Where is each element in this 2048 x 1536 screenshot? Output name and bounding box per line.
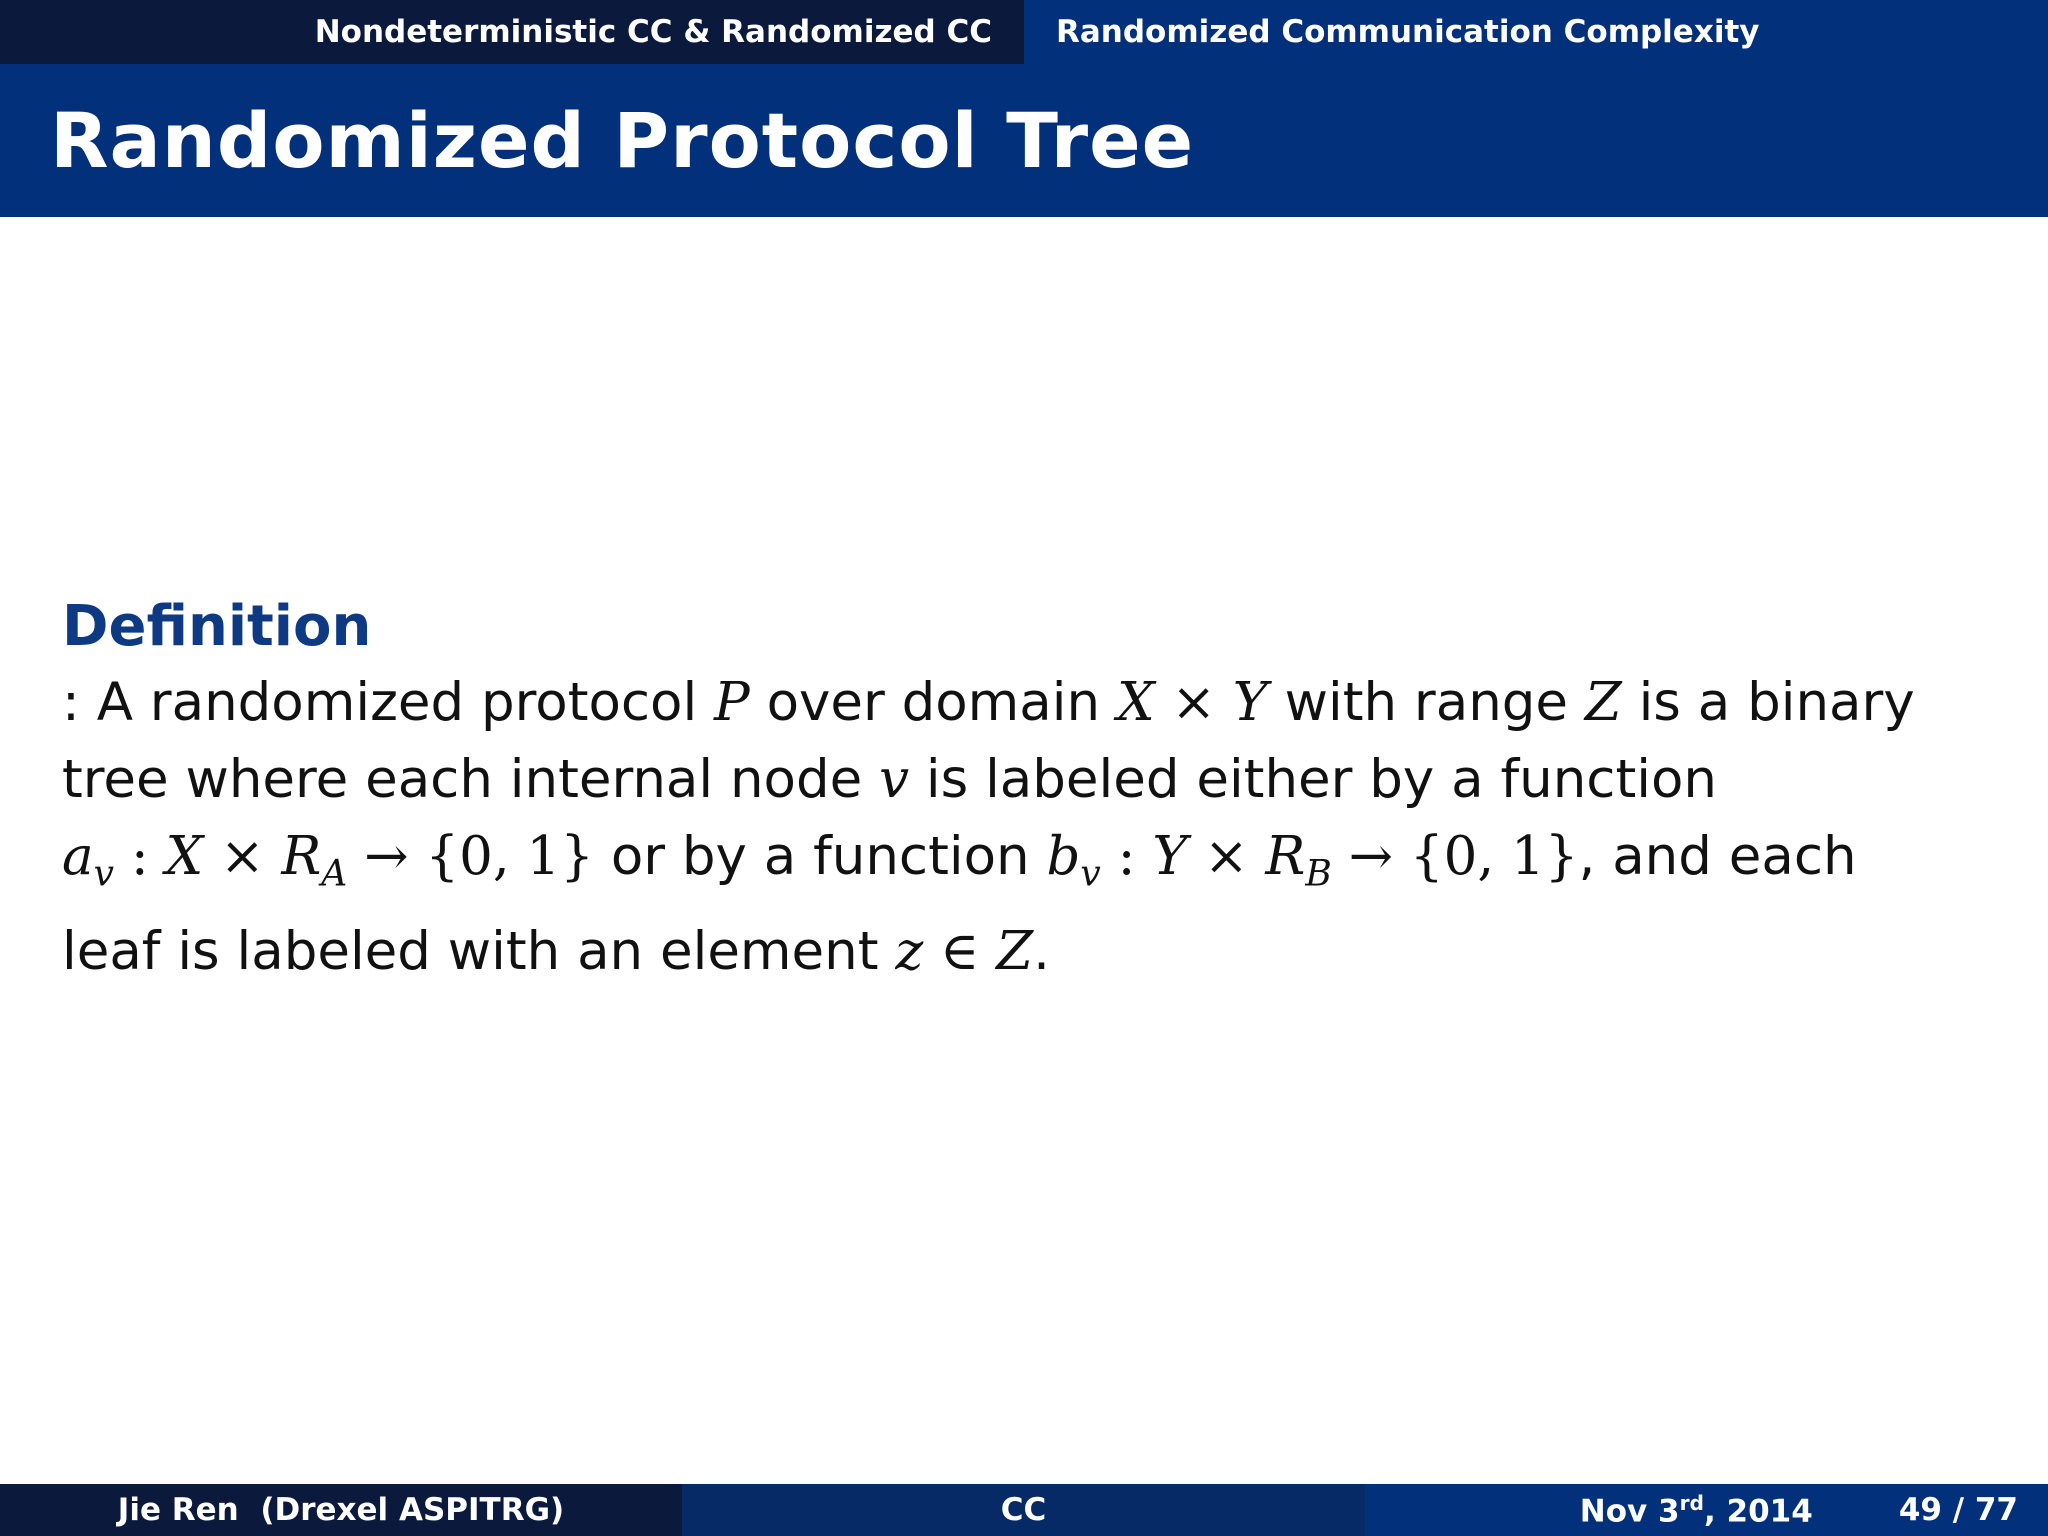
math-x: X [1116, 672, 1155, 733]
definition-line-2 [62, 741, 1942, 818]
math-z: Z [1584, 672, 1622, 733]
footer-date-suffix: , 2014 [1703, 1493, 1813, 1530]
slide-footer [0, 1484, 2048, 1536]
math-sub-a: A [321, 853, 348, 895]
math-z-lower: z [895, 920, 924, 982]
definition-line-1 [62, 664, 1942, 741]
def-text: leaf is labeled with an element [62, 920, 896, 982]
math-protocol: P [714, 672, 750, 733]
math-z: Z [996, 920, 1034, 982]
slide-title: Randomized Protocol Tree [50, 96, 1195, 185]
nav-section-previous-label: Nondeterministic CC & Randomized CC [314, 14, 992, 50]
definition-heading: Definition [62, 594, 372, 659]
slide-title-bar [0, 64, 2048, 217]
footer-date-sup: rd [1679, 1490, 1704, 1515]
math-colon: : [1100, 826, 1153, 887]
footer-date [1580, 1491, 1813, 1529]
definition-block [62, 590, 1962, 990]
math-r: R [1265, 826, 1306, 887]
footer-author-cell [0, 1484, 682, 1536]
math-sub-v: v [93, 853, 114, 895]
math-y: Y [1232, 672, 1268, 733]
def-text: over domain [749, 672, 1117, 733]
nav-section-previous[interactable] [0, 0, 1024, 64]
math-a: a [62, 826, 94, 887]
math-times: × [203, 826, 282, 887]
math-v: v [879, 749, 910, 810]
def-text: . [1033, 920, 1050, 982]
math-r: R [281, 826, 322, 887]
def-text: : A randomized protocol [62, 672, 715, 733]
footer-short-title: CC [1000, 1492, 1047, 1528]
math-sub-v: v [1080, 853, 1101, 895]
math-set: {0, 1} [1409, 826, 1579, 887]
nav-section-current[interactable] [1024, 0, 2048, 64]
def-text: , and each [1578, 826, 1857, 887]
def-text: is labeled either by a function [909, 749, 1717, 810]
math-set: {0, 1} [425, 826, 594, 887]
definition-line-3 [62, 818, 1942, 913]
footer-date-prefix: Nov 3 [1579, 1493, 1680, 1530]
nav-section-current-label: Randomized Communication Complexity [1056, 14, 1760, 50]
math-sub-b: B [1305, 853, 1332, 895]
math-colon: : [113, 826, 166, 887]
footer-date-page-cell [1365, 1484, 2048, 1536]
math-element-of: ∈ [923, 920, 997, 982]
def-text: or by a function [594, 826, 1047, 887]
math-arrow: → [347, 826, 426, 887]
def-text: with range [1267, 672, 1585, 733]
definition-body [62, 664, 1942, 990]
def-text: is a binary [1621, 672, 1915, 733]
math-times: × [1187, 826, 1266, 887]
math-b: b [1046, 826, 1081, 887]
footer-page-number: 49 / 77 [1898, 1492, 2018, 1528]
def-text: tree where each internal node [62, 749, 880, 810]
math-arrow: → [1331, 826, 1410, 887]
footer-author: Jie Ren (Drexel ASPITRG) [117, 1492, 565, 1528]
footer-title-cell [682, 1484, 1365, 1536]
definition-line-4 [62, 913, 1942, 990]
section-navigation [0, 0, 2048, 64]
math-x: X [165, 826, 204, 887]
math-y: Y [1152, 826, 1188, 887]
math-times: × [1154, 672, 1233, 733]
